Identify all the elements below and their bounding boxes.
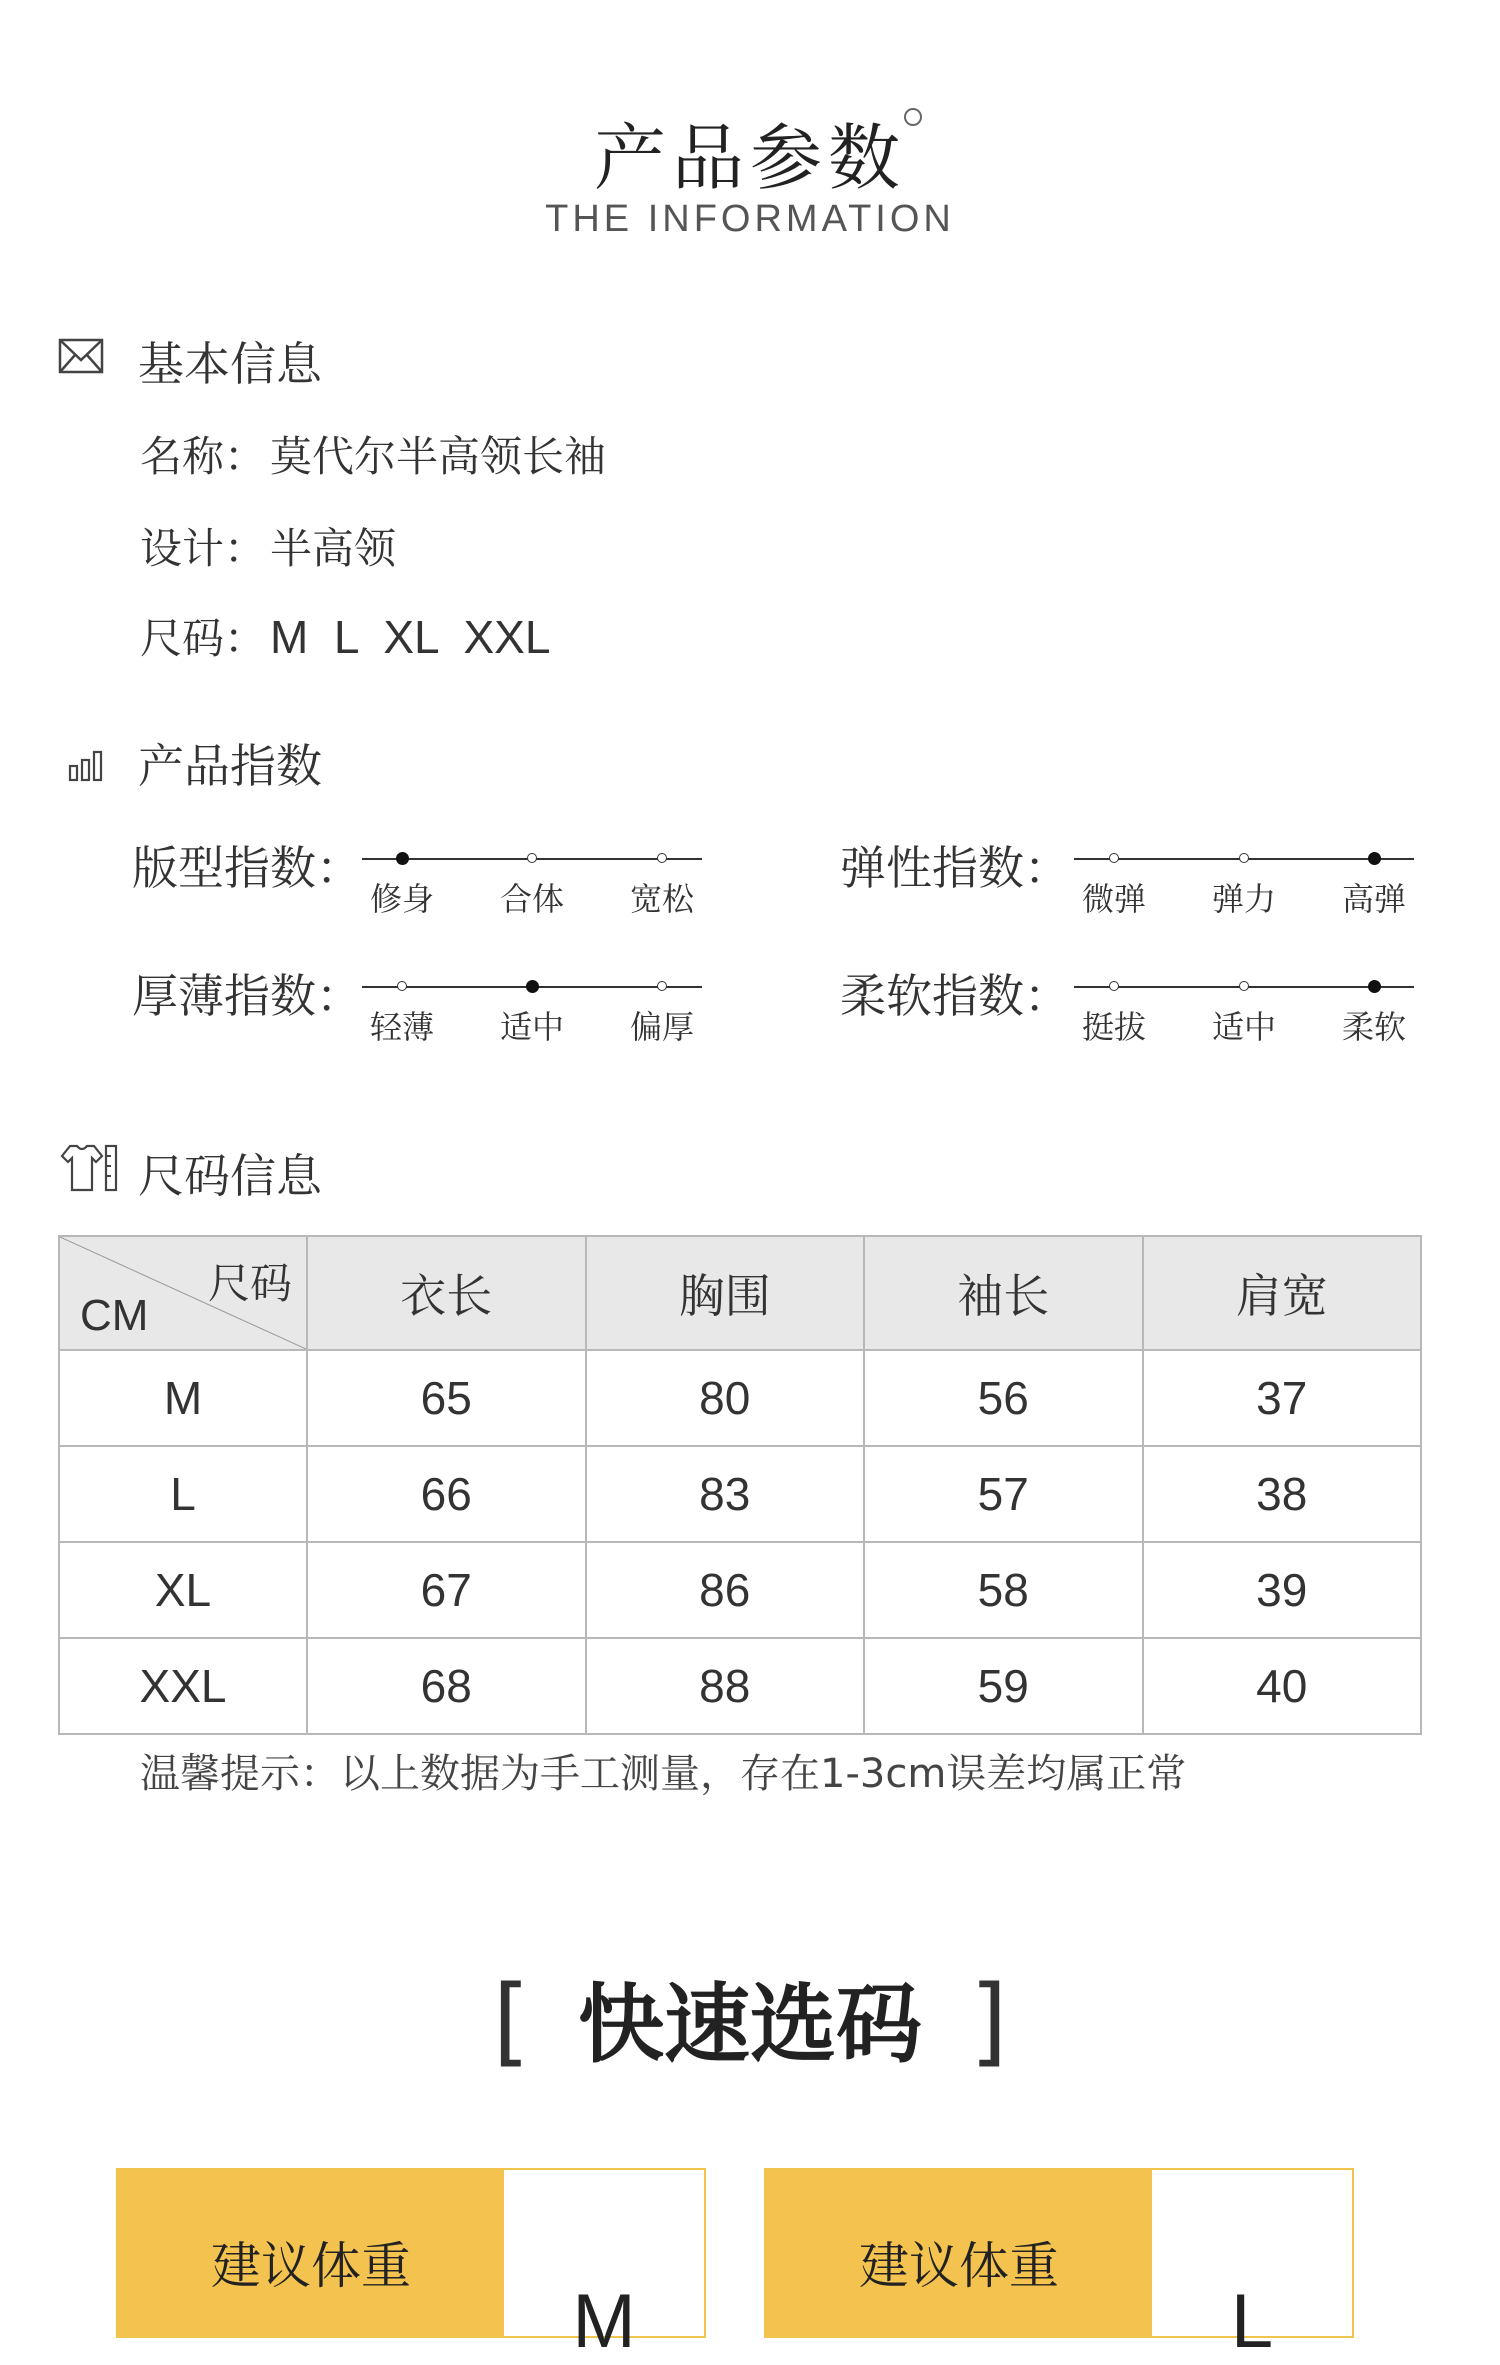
cell-chest: 83 <box>586 1446 865 1542</box>
cell-length: 66 <box>307 1446 586 1542</box>
cell-sleeve: 59 <box>864 1638 1143 1734</box>
scale-point <box>397 981 407 991</box>
size-card-label: 建议体重 <box>859 2237 1059 2295</box>
scale-option-label: 修身 <box>369 880 435 918</box>
product-name-label: 名称： <box>140 432 267 481</box>
index-label-elasticity: 弹性指数： <box>840 841 1070 895</box>
design-value: 半高领 <box>270 524 397 573</box>
quick-select-title <box>0 1955 1500 2079</box>
size-value: M L XL XXL <box>270 611 551 663</box>
cell-sleeve: 56 <box>864 1350 1143 1446</box>
size-card-m[interactable] <box>116 2168 706 2364</box>
size-card-label-box <box>766 2170 1152 2336</box>
corner-unit-label: CM <box>80 1291 149 1340</box>
scale-option-label: 微弹 <box>1081 880 1147 918</box>
table-row <box>59 1638 1421 1734</box>
scale-point-selected <box>396 852 409 865</box>
size-card-label-box <box>118 2170 504 2336</box>
bracket-left: [ <box>492 1965 531 2077</box>
row-size: L <box>59 1446 307 1542</box>
degree-mark-icon <box>904 108 922 126</box>
row-size: XL <box>59 1542 307 1638</box>
indices-heading: 产品指数 <box>138 739 322 793</box>
scale-point <box>527 853 537 863</box>
scale-softness <box>1074 976 1414 1046</box>
scale-option-label: 适中 <box>499 1008 565 1046</box>
table-row <box>59 1446 1421 1542</box>
scale-point <box>1239 981 1249 991</box>
cell-chest: 86 <box>586 1542 865 1638</box>
scale-option-label: 柔软 <box>1341 1008 1407 1046</box>
scale-point <box>1239 853 1249 863</box>
envelope-icon <box>58 338 104 378</box>
index-label-fit: 版型指数： <box>132 841 362 895</box>
column-header-length: 衣长 <box>307 1236 586 1350</box>
scale-option-label: 偏厚 <box>629 1008 695 1046</box>
size-card-l[interactable] <box>764 2168 1354 2364</box>
cell-length: 65 <box>307 1350 586 1446</box>
corner-cell <box>59 1236 307 1350</box>
table-row <box>59 1350 1421 1446</box>
column-header-sleeve: 袖长 <box>864 1236 1143 1350</box>
corner-size-label: 尺码 <box>207 1260 292 1307</box>
product-name-row <box>140 424 606 484</box>
page-title: 产品参数 <box>593 116 906 200</box>
measurement-tip: 温馨提示：以上数据为手工测量，存在1-3cm误差均属正常 <box>140 1751 1187 1797</box>
scale-thickness <box>362 976 702 1046</box>
page-subtitle: THE INFORMATION <box>545 198 955 240</box>
index-label-softness: 柔软指数： <box>840 969 1070 1023</box>
size-row <box>140 606 550 666</box>
scale-elasticity <box>1074 848 1414 918</box>
size-info-heading: 尺码信息 <box>138 1149 322 1203</box>
scale-point-selected <box>526 980 539 993</box>
scale-option-label: 宽松 <box>629 880 695 918</box>
cell-shoulder: 37 <box>1143 1350 1422 1446</box>
cell-sleeve: 57 <box>864 1446 1143 1542</box>
size-label: 尺码： <box>140 614 267 663</box>
size-card-label: 建议体重 <box>211 2237 411 2295</box>
design-label: 设计： <box>140 524 267 573</box>
cell-sleeve: 58 <box>864 1542 1143 1638</box>
table-row <box>59 1542 1421 1638</box>
scale-option-label: 挺拔 <box>1081 1008 1147 1046</box>
quick-select-label: 快速选码 <box>578 1975 922 2075</box>
basic-info-heading: 基本信息 <box>138 337 322 391</box>
scale-point <box>1109 853 1119 863</box>
scale-point <box>1109 981 1119 991</box>
row-size: XXL <box>59 1638 307 1734</box>
cell-shoulder: 38 <box>1143 1446 1422 1542</box>
column-header-chest: 胸围 <box>586 1236 865 1350</box>
cell-length: 67 <box>307 1542 586 1638</box>
cell-shoulder: 40 <box>1143 1638 1422 1734</box>
scale-option-label: 轻薄 <box>369 1008 435 1046</box>
size-card-size: L <box>1230 2279 1274 2364</box>
bar-chart-icon <box>68 748 104 786</box>
product-name-value: 莫代尔半高领长袖 <box>270 432 607 481</box>
size-card-size-box <box>1152 2170 1352 2364</box>
cell-shoulder: 39 <box>1143 1542 1422 1638</box>
size-card-size: M <box>572 2279 636 2364</box>
scale-option-label: 高弹 <box>1341 880 1407 918</box>
scale-option-label: 弹力 <box>1211 880 1277 918</box>
index-label-thickness: 厚薄指数： <box>132 969 362 1023</box>
shirt-ruler-icon <box>58 1142 120 1198</box>
cell-chest: 88 <box>586 1638 865 1734</box>
cell-chest: 80 <box>586 1350 865 1446</box>
row-size: M <box>59 1350 307 1446</box>
size-table-header <box>59 1236 1421 1350</box>
cell-length: 68 <box>307 1638 586 1734</box>
scale-point-selected <box>1368 980 1381 993</box>
column-header-shoulder: 肩宽 <box>1143 1236 1422 1350</box>
bracket-right: ] <box>969 1965 1008 2077</box>
size-card-size-box <box>504 2170 704 2364</box>
scale-point-selected <box>1368 852 1381 865</box>
size-table <box>58 1235 1422 1735</box>
scale-option-label: 适中 <box>1211 1008 1277 1046</box>
scale-point <box>657 981 667 991</box>
scale-option-label: 合体 <box>499 880 565 918</box>
scale-fit <box>362 848 702 918</box>
scale-point <box>657 853 667 863</box>
design-row <box>140 516 396 576</box>
